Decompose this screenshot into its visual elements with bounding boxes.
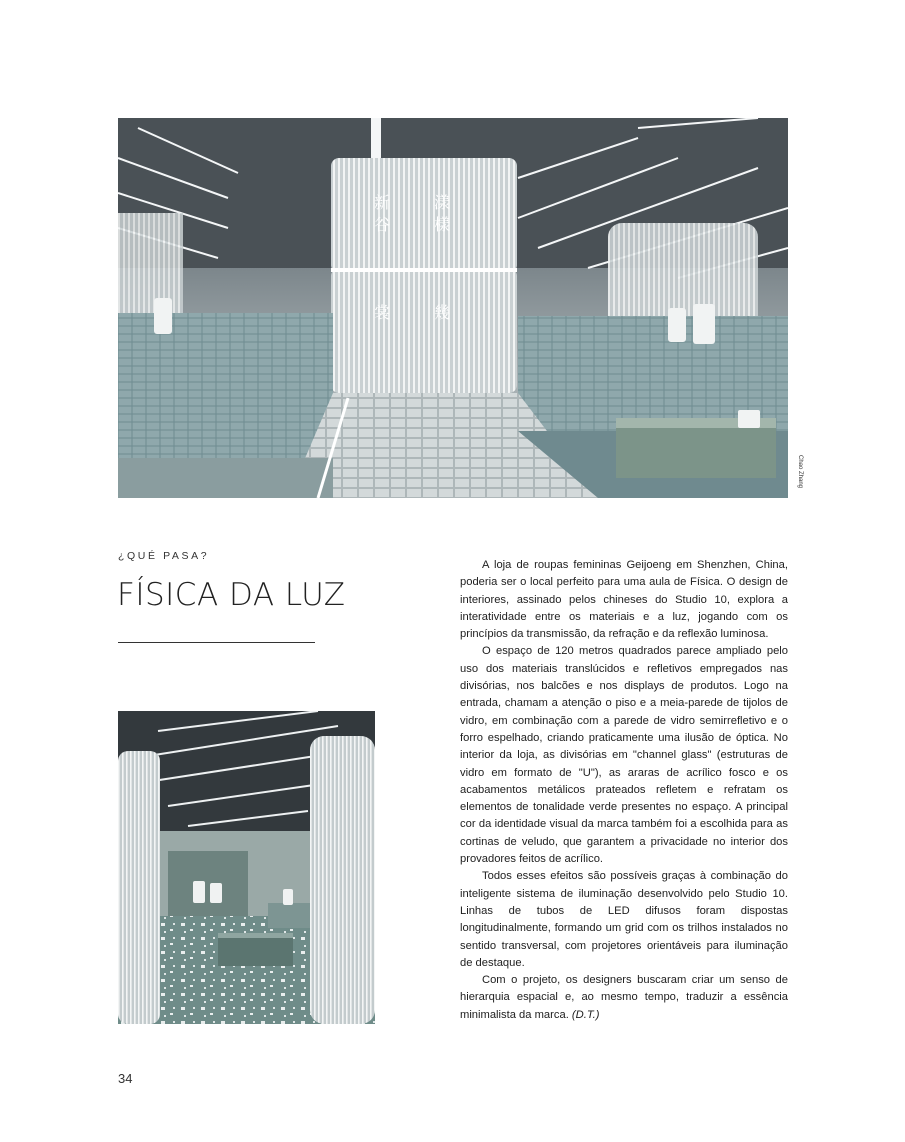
sign-char-4: 樣	[434, 215, 451, 234]
hero-photo	[118, 118, 788, 498]
sign-char-1: 新	[374, 193, 391, 212]
paragraph-2: O espaço de 120 metros quadrados parece ampliado pelo uso dos materiais translúcidos e refletivos empregados nas divisórias, nos balcões e nos displays de produtos. Logo na entrada, chamam a atenção o piso e a meia-parede de tijolos de vidro, em combinação com a parede de vidro semirrefletivo e o forro espelhado, criando praticamente uma ilusão de óptica. No interior da loja, as divisórias em "channel glass" (estruturas de vidro em formato de "U"), as araras de acrílico fosco e os acabamentos metálicos prateados refletem e refratam os elementos de tonalidade verde presentes no espaço. A principal cor da identidade visual da marca também foi a escolhida para as cortinas de veludo, que garantem a privacidade no interior dos provadores feitos de acrílico.	[460, 645, 788, 866]
sign-char-5: 裳	[374, 303, 391, 322]
sign-char-2: 漾	[434, 193, 451, 212]
section-kicker: ¿QUÉ PASA?	[118, 550, 210, 562]
article-body	[460, 557, 788, 1024]
paragraph-4-text: Com o projeto, os designers buscaram criar um senso de hierarquia espacial e, ao mesmo tempo, traduzir a essência minimalista da marca.	[460, 974, 788, 1021]
paragraph-1: A loja de roupas femininas Geijoeng em Shenzhen, China, poderia ser o local perfeito para uma aula de Física. O design de interiores, assinado pelos chineses do Studio 10, explora a interatividade entre os materiais e a luz, jogando com os princípios da transmissão, da refração e da reflexão luminosa.	[460, 559, 788, 641]
paragraph-4	[460, 972, 788, 1024]
sign-char-6: 幾	[434, 303, 451, 322]
author-signature: (D.T.)	[571, 1008, 600, 1021]
title-divider	[118, 642, 315, 643]
photo-credit: Chao Zhang	[797, 455, 803, 489]
sign-char-3: 谷	[374, 215, 391, 234]
article-title: FÍSICA DA LUZ	[117, 577, 346, 613]
paragraph-3: Todos esses efeitos são possíveis graças à combinação do inteligente sistema de iluminação desenvolvido pelo Studio 10. Linhas de tubos de LED difusos foram dispostas longitudinalmente, formando um grid com os trilhos instalados no sentido transversal, com projetores orientáveis para iluminação de destaque.	[460, 870, 788, 969]
page-number: 34	[118, 1071, 133, 1086]
store-interior-photo	[118, 711, 375, 1024]
